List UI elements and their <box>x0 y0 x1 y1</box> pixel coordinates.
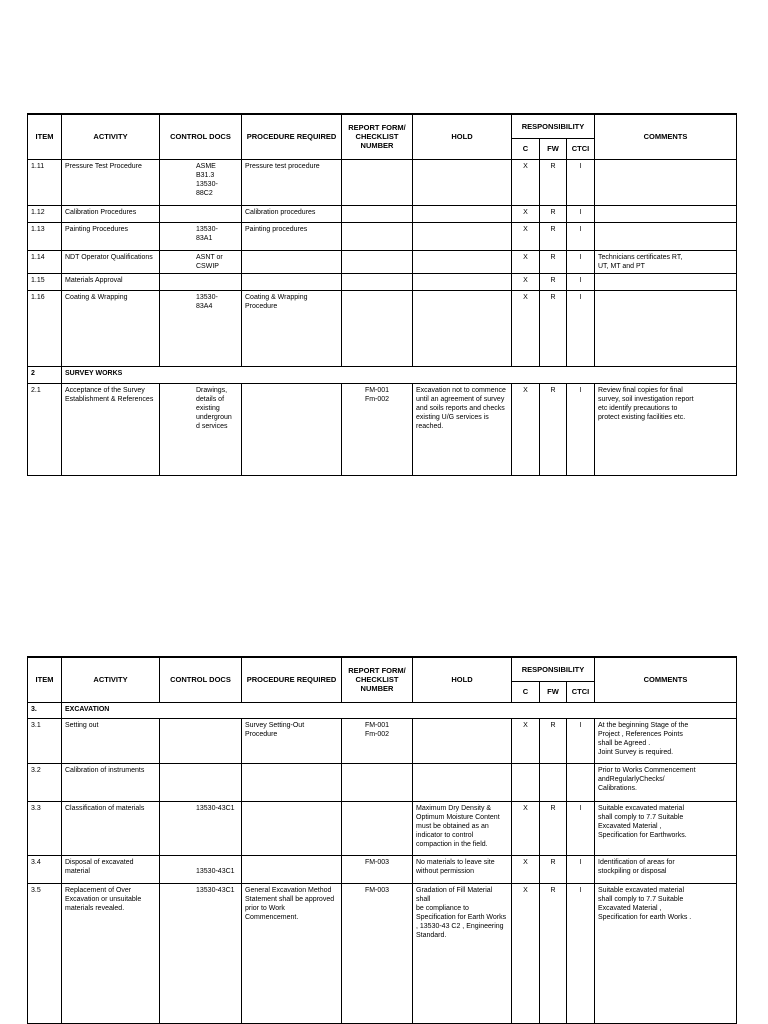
cell-item: 1.15 <box>28 273 62 290</box>
cell-control: Drawings, details of existing undergroun d services <box>160 383 242 475</box>
cell-hold <box>413 763 512 801</box>
cell-c: X <box>512 290 540 366</box>
cell-item: 1.14 <box>28 250 62 273</box>
cell-report <box>342 250 413 273</box>
cell-c: X <box>512 273 540 290</box>
cell-fw: R <box>540 383 567 475</box>
table-row <box>28 763 737 801</box>
cell-report <box>342 763 413 801</box>
cell-comments: Review final copies for final survey, soil investigation report etc identify precautions to protect existing facilities etc. <box>595 383 737 475</box>
cell-report: FM-003 <box>342 883 413 1023</box>
cell-activity: NDT Operator Qualifications <box>62 250 160 273</box>
cell-item: 1.11 <box>28 159 62 205</box>
cell-control: ASME B31.3 13530- 88C2 <box>160 159 242 205</box>
table-row <box>28 883 737 1023</box>
cell-hold <box>413 159 512 205</box>
cell-control: 13530- 83A1 <box>160 222 242 250</box>
header-c: C <box>512 681 540 702</box>
cell-ctci: I <box>567 159 595 205</box>
cell-control: 13530-43C1 <box>160 801 242 855</box>
cell-fw <box>540 763 567 801</box>
cell-fw: R <box>540 205 567 222</box>
cell-hold <box>413 222 512 250</box>
cell-report <box>342 801 413 855</box>
cell-comments: Suitable excavated material shall comply to 7.7 Suitable Excavated Material , Specification for earth Works . <box>595 883 737 1023</box>
cell-item: 3.4 <box>28 855 62 883</box>
cell-activity: Classification of materials <box>62 801 160 855</box>
cell-procedure <box>242 250 342 273</box>
cell-report <box>342 290 413 366</box>
cell-control <box>160 205 242 222</box>
cell-procedure <box>242 801 342 855</box>
header-c: C <box>512 138 540 159</box>
cell-procedure: Calibration procedures <box>242 205 342 222</box>
section-row <box>28 702 737 718</box>
cell-procedure: Pressure test procedure <box>242 159 342 205</box>
header-responsibility: RESPONSIBILITY <box>512 657 595 681</box>
header-item: ITEM <box>28 657 62 702</box>
cell-activity: Materials Approval <box>62 273 160 290</box>
cell-hold: No materials to leave site without permission <box>413 855 512 883</box>
cell-c: X <box>512 855 540 883</box>
cell-control: 13530-43C1 <box>160 883 242 1023</box>
cell-hold <box>413 250 512 273</box>
cell-hold: Gradation of Fill Material shall be compliance to Specification for Earth Works , 13530-43 C2 , Engineering Standard. <box>413 883 512 1023</box>
cell-activity: Calibration of instruments <box>62 763 160 801</box>
cell-report <box>342 205 413 222</box>
cell-report: FM-003 <box>342 855 413 883</box>
header-item: ITEM <box>28 114 62 159</box>
cell-control: 13530-43C1 <box>160 855 242 883</box>
section-number: 2 <box>28 366 62 383</box>
cell-comments: Identification of areas for stockpiling or disposal <box>595 855 737 883</box>
table-row <box>28 273 737 290</box>
header-ctci: CTCI <box>567 138 595 159</box>
header-hold: HOLD <box>413 657 512 702</box>
cell-activity: Coating & Wrapping <box>62 290 160 366</box>
cell-c: X <box>512 250 540 273</box>
cell-report <box>342 159 413 205</box>
header-report-form: REPORT FORM/ CHECKLIST NUMBER <box>342 657 413 702</box>
table-row <box>28 222 737 250</box>
cell-fw: R <box>540 718 567 763</box>
table-row <box>28 250 737 273</box>
cell-hold: Maximum Dry Density & Optimum Moisture Content must be obtained as an indicator to control compaction in the field. <box>413 801 512 855</box>
cell-fw: R <box>540 855 567 883</box>
cell-comments <box>595 273 737 290</box>
table-row <box>28 801 737 855</box>
cell-ctci: I <box>567 205 595 222</box>
section-number: 3. <box>28 702 62 718</box>
cell-activity: Acceptance of the Survey Establishment & References <box>62 383 160 475</box>
cell-activity: Pressure Test Procedure <box>62 159 160 205</box>
cell-activity: Setting out <box>62 718 160 763</box>
cell-activity: Replacement of Over Excavation or unsuitable materials revealed. <box>62 883 160 1023</box>
cell-item: 3.3 <box>28 801 62 855</box>
cell-procedure: Survey Setting-Out Procedure <box>242 718 342 763</box>
header-activity: ACTIVITY <box>62 657 160 702</box>
cell-c: X <box>512 159 540 205</box>
cell-activity: Painting Procedures <box>62 222 160 250</box>
cell-item: 1.16 <box>28 290 62 366</box>
cell-control <box>160 273 242 290</box>
cell-fw: R <box>540 273 567 290</box>
cell-ctci: I <box>567 222 595 250</box>
cell-comments <box>595 222 737 250</box>
cell-fw: R <box>540 883 567 1023</box>
header-responsibility: RESPONSIBILITY <box>512 114 595 138</box>
cell-fw: R <box>540 290 567 366</box>
cell-c: X <box>512 205 540 222</box>
cell-activity: Disposal of excavated material <box>62 855 160 883</box>
cell-fw: R <box>540 222 567 250</box>
table-row <box>28 383 737 475</box>
itp-table-1 <box>27 113 737 476</box>
cell-hold <box>413 290 512 366</box>
cell-procedure: Coating & Wrapping Procedure <box>242 290 342 366</box>
table-row <box>28 855 737 883</box>
cell-item: 1.13 <box>28 222 62 250</box>
cell-item: 2.1 <box>28 383 62 475</box>
cell-fw: R <box>540 250 567 273</box>
cell-hold <box>413 273 512 290</box>
cell-procedure <box>242 855 342 883</box>
header-procedure-required: PROCEDURE REQUIRED <box>242 114 342 159</box>
cell-fw: R <box>540 159 567 205</box>
cell-control: 13530- 83A4 <box>160 290 242 366</box>
cell-item: 3.2 <box>28 763 62 801</box>
cell-hold <box>413 718 512 763</box>
cell-procedure: Painting procedures <box>242 222 342 250</box>
cell-c <box>512 763 540 801</box>
cell-ctci: I <box>567 801 595 855</box>
cell-comments <box>595 159 737 205</box>
cell-report: FM-001 Fm-002 <box>342 383 413 475</box>
cell-procedure: General Excavation Method Statement shall be approved prior to Work Commencement. <box>242 883 342 1023</box>
cell-ctci: I <box>567 250 595 273</box>
section-row <box>28 366 737 383</box>
cell-ctci: I <box>567 855 595 883</box>
cell-comments <box>595 290 737 366</box>
cell-comments: Technicians certificates RT, UT, MT and PT <box>595 250 737 273</box>
section-title: SURVEY WORKS <box>62 366 737 383</box>
header-procedure-required: PROCEDURE REQUIRED <box>242 657 342 702</box>
cell-comments: Prior to Works Commencement andRegularlyChecks/ Calibrations. <box>595 763 737 801</box>
cell-comments: At the beginning Stage of the Project , References Points shall be Agreed . Joint Survey is required. <box>595 718 737 763</box>
cell-control <box>160 718 242 763</box>
cell-c: X <box>512 801 540 855</box>
cell-report: FM-001 Fm-002 <box>342 718 413 763</box>
cell-procedure <box>242 383 342 475</box>
table-row <box>28 290 737 366</box>
table-row <box>28 205 737 222</box>
table-row <box>28 718 737 763</box>
cell-item: 1.12 <box>28 205 62 222</box>
cell-hold <box>413 205 512 222</box>
cell-c: X <box>512 222 540 250</box>
cell-ctci: I <box>567 883 595 1023</box>
cell-report <box>342 222 413 250</box>
header-control-docs: CONTROL DOCS <box>160 657 242 702</box>
table-row <box>28 159 737 205</box>
cell-c: X <box>512 718 540 763</box>
cell-item: 3.5 <box>28 883 62 1023</box>
cell-hold: Excavation not to commence until an agreement of survey and soils reports and checks existing U/G services is reached. <box>413 383 512 475</box>
cell-comments <box>595 205 737 222</box>
header-comments: COMMENTS <box>595 657 737 702</box>
header-control-docs: CONTROL DOCS <box>160 114 242 159</box>
cell-c: X <box>512 383 540 475</box>
cell-activity: Calibration Procedures <box>62 205 160 222</box>
header-comments: COMMENTS <box>595 114 737 159</box>
section-title: EXCAVATION <box>62 702 737 718</box>
header-activity: ACTIVITY <box>62 114 160 159</box>
cell-ctci: I <box>567 290 595 366</box>
cell-report <box>342 273 413 290</box>
cell-control: ASNT or CSWIP <box>160 250 242 273</box>
itp-table-2 <box>27 656 737 1024</box>
cell-procedure <box>242 273 342 290</box>
header-report-form: REPORT FORM/ CHECKLIST NUMBER <box>342 114 413 159</box>
cell-c: X <box>512 883 540 1023</box>
header-hold: HOLD <box>413 114 512 159</box>
cell-comments: Suitable excavated material shall comply to 7.7 Suitable Excavated Material , Specification for Earthworks. <box>595 801 737 855</box>
cell-ctci: I <box>567 718 595 763</box>
header-fw: FW <box>540 681 567 702</box>
cell-ctci <box>567 763 595 801</box>
header-ctci: CTCI <box>567 681 595 702</box>
cell-ctci: I <box>567 383 595 475</box>
cell-ctci: I <box>567 273 595 290</box>
header-fw: FW <box>540 138 567 159</box>
cell-fw: R <box>540 801 567 855</box>
cell-item: 3.1 <box>28 718 62 763</box>
cell-procedure <box>242 763 342 801</box>
cell-control <box>160 763 242 801</box>
